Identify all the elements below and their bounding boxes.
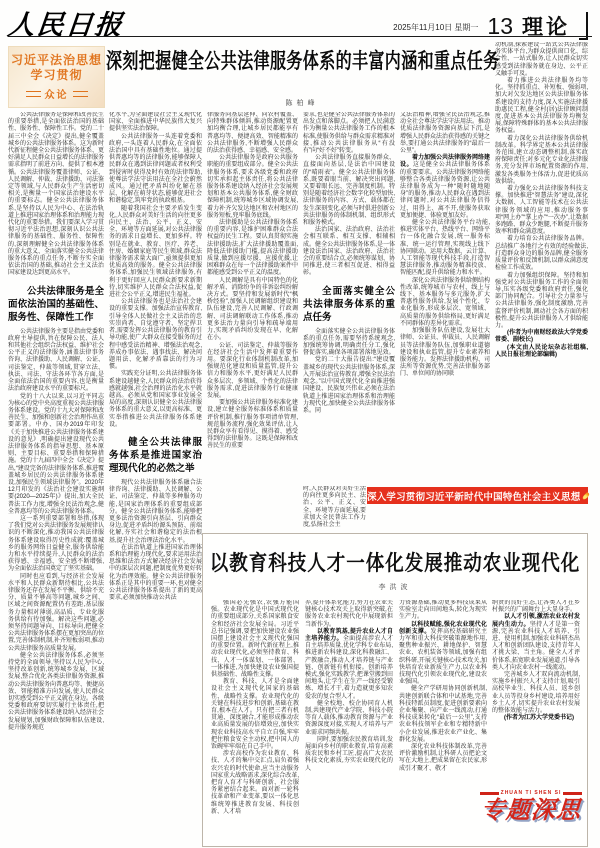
body-paragraph: 要加强公共法律服务标准化建设,建立健全服务标准体系和质量评价机制,推行服务事项清单管理,规范服务流程,强化效果评估,让人民群众享有看得见、摸得着、感受得到的法律服务。这既是保障和改善民生的重要 bbox=[207, 400, 298, 450]
body-paragraph: 公共法律服务主要是指由党委和政府主导提供,旨在保障公民、法人和其他社会组织合法权益、维护社会公平正义的法律服务,涵盖法律事务咨询、法律援助、人民调解、公证、司法鉴定、仲裁等领域,贯穿立法、执法、司法、守法各环节各方面,是全面依法治国的重要内容,也是衡量法治政府建设水平的重要标尺。 bbox=[8, 328, 104, 393]
article2-column-4 bbox=[492, 600, 580, 788]
body-paragraph: 实践充分证明,公共法律服务体系建设越健全,人民群众的法治获得感就越强,社会治理的法治化水平就越高。必须从党和国家事业发展全局的高度,深刻认识健全公共法律服务体系的重大意义,以更高标准、更实举措推进公共法律服务体系建设。 bbox=[109, 371, 202, 428]
badge-title: 专题深思 bbox=[480, 797, 582, 824]
body-paragraph: 公共法律服务也是法治社会建设的重要支撑。加强法治宣传教育,引导全体人民做社会主义法治的忠实崇尚者、自觉遵守者、坚定捍卫者,需要发挥公共法律服务的教育引导功能,使广大群众在接受服务的过程中感受法治精神、增强法治观念,养成办事依法、遇事找法、解决问题用法、化解矛盾靠法的行为习惯。 bbox=[109, 299, 202, 371]
body-paragraph: 法治国家、法治政府、法治社会相互联系、相互支撑、相辅相成。健全公共法律服务体系,是一体建设法治国家、法治政府、法治社会的重要结合点,必须统筹谋划、协同推进,使三者相互促进、相得益彰。 bbox=[303, 227, 395, 277]
paragraph-lead: 以教育筑基,提升农业人才自主培养能力。 bbox=[305, 628, 393, 643]
body-paragraph: 健全公共法律服务体系,必须坚持党的全面领导,坚持以人民为中心,坚持改革创新,统筹城乡发展、区域发展,整合优化各类法律服务资源,推动公共法律服务向普惠均等、便捷高效、智能精准方向发展,使人民群众切实感受到公平正义就在身边。各级党委和政府要切实履行主体责任,把公共法律服务体系建设纳入经济社会发展规划,加强财政保障和队伍建设,提升服务规范 bbox=[8, 652, 104, 731]
dash-ornament bbox=[73, 91, 88, 97]
article1-column-3 bbox=[207, 112, 298, 528]
body-paragraph: 力资源基础,推动更多科技成果从实验室走向田间地头,转化为现实生产力。 bbox=[399, 600, 487, 621]
topic-line-1: 习近平法治思想 bbox=[10, 53, 102, 67]
badge-bar bbox=[563, 792, 582, 795]
badge-pinyin: ZHUAN TI SHEN SI bbox=[500, 790, 562, 796]
body-paragraph: 教育、科技、人才是全面建设社会主义现代化国家的基础性、战略性支撑。农业现代化的关键在科技进步和创新,基础在教育,根本在人才。只有把三者有机贯通、深度融合,才能形成推动农业高质量发展的倍增效应,加快实现农业科技高水平自立自强,牢牢把住粮食安全主动权,把中国人的饭碗牢牢端在自己手中。 bbox=[211, 679, 299, 751]
article1-headline: 深刻把握健全公共法律服务体系的丰富内涵和重点任务 bbox=[106, 51, 500, 74]
column-badge bbox=[480, 790, 582, 824]
body-paragraph: 党的十八大以来,以习近平同志为核心的党中央高度重视公共法律服务体系建设。党的十九大对保障和改善民生、加强和创新社会治理作出重要部署。中办、国办2019年印发《关于加快推进公共法律服务体系建设的意见》,明确提出建设现代公共法律服务体系的指导思想、基本原则、主要目标、重要举措和保障措施。党的十九届四中全会《决定》提出,“建设完备的法律服务体系,推进覆盖城乡居民的公共法律服务体系建设,加强民生领域法律服务”。2020年12月印发的《法治社会建设实施纲要(2020—2025年)》提出,加大全民普法工作力度,增强全民法治观念,健全普惠均等的公共法律服务体系。 bbox=[8, 393, 104, 515]
topic-line-2: 学习贯彻 bbox=[30, 68, 83, 82]
article1-column-5 bbox=[400, 112, 490, 485]
body-paragraph: 律服务向基层延伸、向农村覆盖、向特殊群体倾斜,推动资源配置更加均衡合理,让城乡居民都能享有普惠均等、便捷高效、智能精准的公共法律服务,不断增强人民群众的法治获得感、幸福感、安全感。 bbox=[207, 112, 298, 155]
body-paragraph: 在法治轨道上推进国家治理体系和治理能力现代化,要求运用法治思维和法治方式解决经济社会发展中的深层次问题,把制度优势更好转化为治理效能。健全公共法律服务体系正是其中的重要一环,也对健全公共法律服务体系提出了新的更高要求,必须加快推动公共法 bbox=[109, 544, 202, 602]
body-paragraph: 着力深化公共法律服务供给机制改革。科学界定基本公共法律服务范围,建立动态调整机制,落实政府保障责任;对多元化专业化法律服务,充分发挥市场配置资源的作用,激发各类服务主体活力,促进优质高效供给。 bbox=[495, 135, 588, 185]
author-note: (作者为中南财经政法大学党委常委、副校长) bbox=[495, 330, 588, 344]
body-paragraph: 公共法律服务是保障和改善民生的重要举措,是全面依法治国的基础性、服务性、保障性工作。党的二十届三中全会《决定》提出,健全覆盖城乡的公共法律服务体系。这为新时代新征程健全公共法律服务体系、更好满足人民群众日益增长的法律服务需求指明了前进方向、提供了根本遵循。公共法律服务覆盖律师、公证、人民调解、仲裁、法律援助、司法鉴定等领域,与人民群众生产生活密切相关,是衡量一个国家法治建设水平的重要标志。健全公共法律服务体系,是坚持以人民为中心、在法治轨道上推进国家治理体系和治理能力现代化的重要举措。我们要深入学习贯彻习近平法治思想,深刻认识公共法律服务的基础性、服务性、保障性的,深刻理解健全公共法律服务体系的重大意义、全面落实健全公共法律服务体系的重点任务,不断夯实全面依法治国的基础,推动社会主义法治国家建设达到更高水平。 bbox=[8, 112, 104, 277]
body-paragraph: 深化农业科技体制改革,完善评价激励机制,让科研人员把论文写在大地上,把成果留在农民家,形成引才聚才、敬才 bbox=[399, 744, 487, 772]
badge-pinyin-row bbox=[480, 790, 582, 796]
body-paragraph: 纳贤的良好生态,让各类人才在乡村振兴的广阔舞台上大显身手。 bbox=[492, 600, 580, 614]
body-paragraph: 义法治精神,增强全民法治观念,推动全社会尊法学法守法用法。推动优质法律服务资源向基层下沉,是增强人民群众法治获得感的关键之举,要打通公共法律服务的“最后一公里”。 bbox=[400, 112, 490, 155]
body-paragraph: 以教育筑基,提升农业人才自主培养能力。全面提高涉农人才自主培养质量,优化学科专业布局,推进新农科建设,深化科教融汇、产教融合,推动人才培养链与产业链、创新链有机衔接。创新培养模式,强化实践教学,把课堂搬到田间地头,让学生在生产一线经受锻炼、增长才干,着力造就更多知农爱农的复合型人才。 bbox=[305, 628, 393, 700]
article2-column-3 bbox=[399, 600, 487, 840]
body-paragraph: 着力加强组织保障。坚持和加强党对公共法律服务工作的全面领导,压实各级党委和政府责任,强化部门协同配合。引导社会力量参与公共法律服务,强化制度激励,完善监督评价机制,调动社会各方面的积极性,提升公共法律服务人才供给能力。 bbox=[495, 272, 588, 329]
author-note: (本文由人民论坛杂志社组稿,人民日报社理论部编辑) bbox=[495, 344, 588, 358]
body-paragraph: 随着我国社会主要矛盾发生变化,人民群众对美好生活的向往更多向民主、法治、公平、正义、安全、环境等方面延展,对公共法律服务的需求日益增长、更加多样。特别是在就业、教育、医疗、养老、住房、婚姻家庭等民生领域,群众法律服务需求量大面广,亟须提供更加优质高效的服务。健全公共法律服务体系,加强民生领域法律服务,有利于更好回应人民群众新要求新期待,切实维护人民群众合法权益,促进社会公平正义,增进民生福祉。 bbox=[109, 205, 202, 299]
body-paragraph: 涉农高校作为农业教育、科技、人才的集中交汇点,肩负着强农兴农的时代使命,应当主动服务国家重大战略需求,深化综合改革,把育人育才与科研创新、社会服务紧密结合起来。面对新一轮科技革命和产业变革,要以一体化思维统筹推进教育发展、科技创新、人才培 bbox=[211, 751, 299, 815]
topic-label: 众论 bbox=[44, 90, 69, 101]
body-paragraph: 公共法律服务直接服务群众、直接面向基层,是法治中国建设的“晴雨表”。健全公共法律服务体系,既要着眼当前、解决突出问题,又要着眼长远、完善制度机制。特别是随着经济社会数字化转型加快,法律服务的内容、方式、载体都在发生深刻变化,必须与时俱进创新公共法律服务的体制机制、组织形式和服务模式。 bbox=[303, 155, 395, 227]
badge-bar bbox=[480, 792, 499, 795]
paragraph-lead: 以人才引领,激活农业农村发展内生动力。 bbox=[492, 614, 580, 628]
body-paragraph: 着力强化公共法律服务科技支撑。加快推进“智慧法务”建设,深化大数据、人工智能等技术在公共法律服务领域的应用,推动服务事项“网上办”“掌上办”“一次办”,让数据多跑路、群众少跑腿,不断提升服务效率和群众满意度。 bbox=[495, 186, 588, 236]
masthead-rule bbox=[8, 36, 592, 37]
body-paragraph: 以科技赋能,强化农业现代化创新支撑。发挥高校基础研究主力军和重大科技突破策源地作用,聚焦种业振兴、耕地保护、智慧农业、农机装备等领域,加强有组织科研,开展关键核心技术攻关,加快培育农业新质生产力,以农业科技现代化引领农业现代化,建设农业强国。 bbox=[399, 621, 487, 686]
article1-column-2 bbox=[109, 112, 202, 846]
body-paragraph: 要求,也是健全公共法律服务体系的出发点和落脚点。必须把人民满意作为衡量公共法律服务工作的根本标准,使服务供给与群众需求精准对接,推动公共法律服务从“有没有”向“好不好”转变。 bbox=[303, 112, 395, 155]
body-paragraph: 同时,要加强农民教育培训,发展面向乡村的职业教育,培育高素质农民和乡村工匠,提高广大农民科技文化素质,夯实农业现代化的人 bbox=[305, 736, 393, 772]
body-paragraph: 化水平,为全面建设社会主义现代化国家、全面推进中华民族伟大复兴提供坚实法治保障。 bbox=[109, 112, 202, 133]
page-number: 13 bbox=[487, 13, 513, 39]
article1-column-4 bbox=[303, 112, 395, 484]
slogan-banner bbox=[367, 487, 588, 504]
body-paragraph: 着力推进公共法律服务均等化。坚持抓重点、补短板、强弱项,加大对欠发达地区公共法律服务体系建设的支持力度,深入实施法律援助惠民工程,健全村(居)法律顾问制度,促进基本公共法律服务均衡发展,保障特殊群体的基本公共法律服务权益。 bbox=[495, 78, 588, 135]
topic-box bbox=[8, 46, 105, 108]
body-paragraph: 健全产学研用协同创新机制,共建创新联合体和中试基地,完善科技特派员制度,促进创新要素向企业集聚、向产业一线流动,打通科技成果转化“最后一公里”,支持农业科技领军企业和专精特新中小企业发展,推进农业产业化、集群化发展。 bbox=[399, 686, 487, 743]
body-paragraph: 公共法律服务一头连着党委和政府,一头连着人民群众,在全面依法治国中具有基础性地位。通过提供普惠均等的法律服务,能够保障人民群众在遇到法律问题或者权利受到侵害时获得及时有效的法律帮助,使尊法学法守法用法在全社会蔚然成风。通过把矛盾纠纷化解在基层、化解在萌芽状态,能够促进社会和谐稳定,筑牢党的执政根基。 bbox=[109, 133, 202, 205]
dash-ornament bbox=[26, 91, 41, 97]
body-paragraph: 着力加强公共法律服务网络建设。这是健全公共法律服务体系的重要要求。公共法律服务网络能够整合各类法律服务资源,让公共法律服务成为一种“随时随地随身”的服务,推动人民群众在遇到法律问题时,对公共法律服务信得过、用得上、离不开,使服务获取更加便捷、体验更加友好。 bbox=[400, 155, 490, 219]
body-paragraph: 加强服务队伍建设,发展壮大律师、公证员、仲裁员、人民调解员等法律服务队伍,加强职业道德建设和执业监管,提升专业素养和服务能力。发挥法律援助机构、司法所等资源优势,完善法律服务部门、单位间的协同联 bbox=[400, 328, 490, 378]
body-paragraph: 以人才引领,激活农业农村发展内生动力。坚持人才是第一资源,完善农业科技人才培养、引进、使用机制,加强农业科研杰出人才和创新团队建设,支持青年人才挑大梁、当主角。健全人才评价体系,拓宽职业发展通道,引导各类人才向农业农村一线流动。 bbox=[492, 614, 580, 671]
body-paragraph: 动机制,探索建设一站式公共法律服务实体平台,为群众提供窗口化、综合性、一站式服务,让人民群众切实感受到法律服务就在身边、公平正义触手可及。 bbox=[495, 42, 588, 77]
body-paragraph: 公共法律服务是政府公共服务职能的重要组成部分。健全公共法律服务体系,要求各级党委和政府切实承担起主体责任,将公共法律服务体系建设纳入经济社会发展规划和基本公共服务体系,健全财政保障机制,统筹城乡区域协调发展,着力补齐欠发达地区和农村地区的服务短板,兜牢服务底线。 bbox=[207, 155, 298, 219]
column-subheading: 公共法律服务是全面依法治国的基础性、服务性、保障性工作 bbox=[8, 285, 104, 323]
flame-icon bbox=[582, 491, 590, 499]
body-paragraph: 人民调解是具有中国特色的化解矛盾、消除纷争的非诉讼纠纷解决方式。要坚持和发展新时代“枫桥经验”,加强人民调解组织建设和队伍建设,完善人民调解、行政调解、司法调解联动工作体系,推动更多法治力量向引导和疏导端用力,实现矛盾纠纷发现在早、化解在小。 bbox=[207, 277, 298, 342]
body-paragraph: 现代公共法律服务体系融合法律咨询、法律援助、人民调解、公证、司法鉴定、仲裁等多种服务功能,是国家治理体系的重要组成部分。健全公共法律服务体系,能够把更多法治资源引向基层、引向群众身边,促进矛盾纠纷源头预防、前端化解,夯实社会和谐稳定的法治根基,提升社会治理法治化水平。 bbox=[109, 479, 202, 544]
body-paragraph: 公证、司法鉴定、仲裁等服务在经济社会生活中发挥着重要作用。要深化行业体制机制改革,加强规范化建设和质量监管,提升公信力和服务水平,更好满足人民群众多层次、多领域、个性化的法律服务需求,促进法律服务行业健康发展。 bbox=[207, 342, 298, 399]
article1-author: 陈柏峰 bbox=[285, 100, 319, 107]
body-paragraph: 健全公共法律服务平台功能,推进实体平台、热线平台、网络平台一体化融合发展,统一服务标准、统一运行管理,实现线上线下协同联动。运用大数据、云计算、人工智能等现代科技手段,打造智慧法律服务,推动服务精准投放、智能匹配,提升供给能力和水平。 bbox=[400, 220, 490, 277]
paragraph-lead: 着力加强公共法律服务网络建设。 bbox=[400, 155, 490, 169]
column-subheading: 健全公共法律服务体系是推进国家治理现代化的必然之举 bbox=[109, 436, 202, 474]
author-note: (作者为江苏大学党委书记) bbox=[504, 715, 574, 722]
article2-column-1 bbox=[211, 600, 299, 840]
body-paragraph: 深化公共法律服务供给侧结构性改革,统筹城市与农村、线上与线下、基本服务与多元服务,扩大普惠性服务供给,发展个性化、专业化服务,形成多层次、宽领域、高质量的服务供给格局,更好满足不同群体的差异化需求。 bbox=[400, 277, 490, 327]
article1-column-1 bbox=[8, 112, 104, 846]
body-paragraph: 着力培育公共法律服务品牌。总结推广各地行之有效的经验做法,打造群众身边的服务品牌,健全服务质量评价和反馈机制,以群众满意度检验工作成效。 bbox=[495, 236, 588, 272]
slogan-banner-text: 深入学习贯彻习近平新时代中国特色社会主义思想 bbox=[367, 491, 581, 503]
body-paragraph: 全面落实健全公共法律服务体系的重点任务,需要坚持系统观念,加强统筹协调,明确责任分工,强化督促落实,确保各项部署落地见效。 bbox=[303, 328, 395, 357]
body-paragraph: 健全校地、校企协同育人机制,共建现代产业学院、科技小院等育人载体,推动教育资源与产业资源深度对接,实现人才培养与产业需求同频共振。 bbox=[305, 700, 393, 736]
article2-author: 李洪波 bbox=[378, 584, 412, 591]
body-paragraph: 法律援助是公共法律服务体系的重要内容,是维护困难群众合法权益的民生工程。要认真贯彻实施法律援助法,扩大法律援助覆盖面,降低法律援助门槛,提高法律援助质量,做到应援尽援、应援优援,让困难群众在每一个法律援助案件中都能感受到公平正义的温度。 bbox=[207, 220, 298, 277]
body-paragraph: 完善城乡人才双向流动机制,实施乡村振兴人才支持计划,吸引高校毕业生、科技人员、返乡创业人员等投身乡村建设,培养用好乡土人才,切实提升农业农村发展的整体效能与活力。 bbox=[492, 672, 580, 715]
article1-column-6 bbox=[495, 42, 588, 476]
section-title: 理论 bbox=[522, 16, 570, 39]
body-paragraph: 党的二十大报告提出:“建设覆盖城乡的现代公共法律服务体系,深入开展法治宣传教育,增强全民法治观念。”以中国式现代化全面推进强国建设、民族复兴伟业,必须在法治轨道上推进国家治理体系和治理能力现代化,加快健全公共法律服务体系。同 bbox=[303, 357, 395, 414]
masthead-logo: 人民日报 bbox=[6, 10, 126, 41]
body-paragraph: 养,提升体系化能力,努力在农业关键核心技术攻关上取得新突破,在服务农业农村现代化中展现新担当新作为。 bbox=[305, 600, 393, 628]
column-subheading: 全面落实健全公共法律服务体系的重点任务 bbox=[303, 285, 395, 323]
body-paragraph: 这一系列重要部署和举措,体现了我们党对公共法律服务发展规律认识的不断深化,推动我国公共法律服务体系建设取得历史性成就:覆盖城乡的服务网络日益健全,服务供给能力和水平持续提升,人民群众的法治获得感、幸福感、安全感不断增强,为全面依法治国奠定了坚实基础。 bbox=[8, 515, 104, 573]
article1-column-4-tail bbox=[303, 486, 366, 532]
paragraph-lead: 以科技赋能,强化农业现代化创新支撑。 bbox=[399, 621, 487, 635]
article2-headline: 以教育科技人才一体化发展推动农业现代化 bbox=[209, 552, 581, 576]
body-paragraph: 强国必先强农,农强方能国强。农业现代化是中国式现代化的重要组成部分,关系国家粮食安全和经济社会发展全局。习近平总书记强调,要把加快建设农业强国摆上建设社会主义现代化强国的重要位置。新时代新征程上,推动农业现代化,必须坚持教育、科技、人才一体谋划、一体部署、一体推进,为加快建设农业强国提供基础性、战略性支撑。 bbox=[211, 600, 299, 679]
body-paragraph: 时,人民群众对美好生活的向往更多向民主、法治、公平、正义、安全、环境等方面延展,要求加大全民普法工作力度,弘扬社会主 bbox=[303, 486, 366, 529]
issue-date: 2025年11月10日 星期一 bbox=[393, 23, 479, 32]
body-paragraph: 同时也应看到,与经济社会发展水平和人民群众新期待相比,公共法律服务还存在发展不平衡、供给不充分、质量不够高等问题,城乡之间、区域之间资源配置仍有差距,基层服务力量相对薄弱,高品质、专业化服务供给有待加强。解决这些问题,必须坚持问题导向、目标导向,把健全公共法律服务体系摆在更加突出的位置,完善体制机制,补齐短板弱项,推动公共法律服务高质量发展。 bbox=[8, 573, 104, 652]
article2-column-2 bbox=[305, 600, 393, 840]
topic-line-3 bbox=[26, 86, 88, 101]
